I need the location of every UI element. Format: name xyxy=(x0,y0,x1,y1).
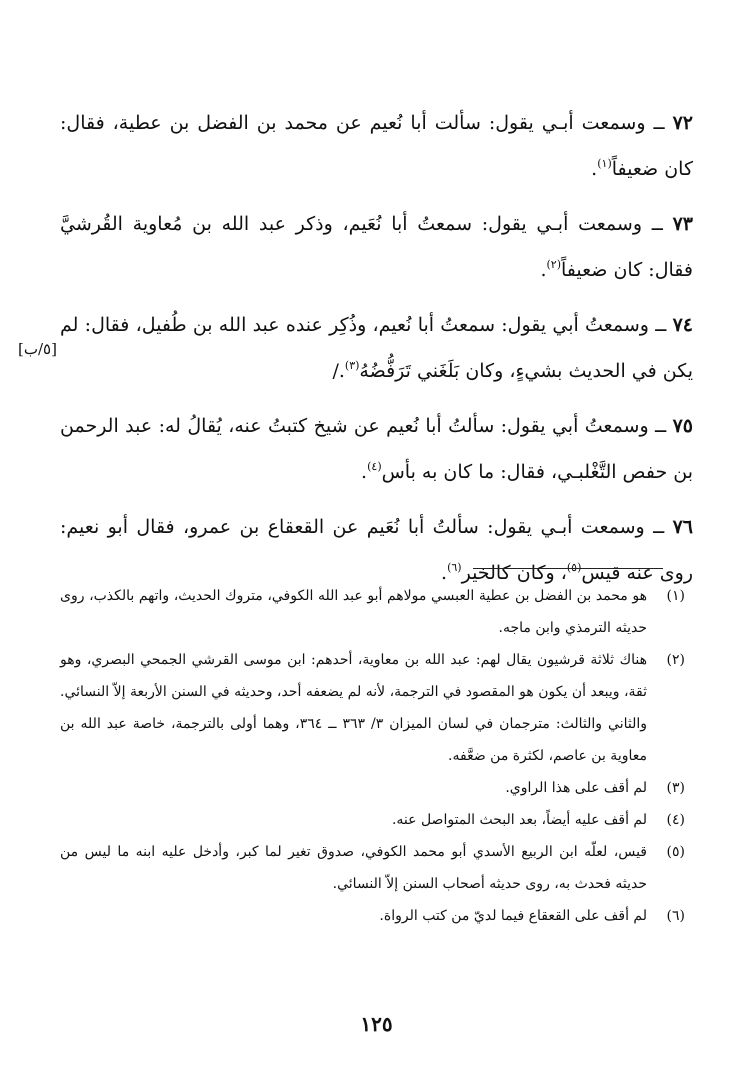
footnote-5 xyxy=(60,836,685,900)
manuscript-folio-marker: [٥/ب] xyxy=(18,340,57,358)
entry-tail: ./ xyxy=(332,360,345,382)
entry-number: ٧٣ xyxy=(672,213,693,235)
entry-body: ــ وسمعتُ أبي يقول: سألتُ أبا نُعيم عن شيخ كتبتُ عنه، يُقالُ له: عبد الرحمن بن حفص التَّغْلبـي، فقال: ما كان به بأس xyxy=(60,415,693,483)
footnote-separator xyxy=(473,568,663,569)
footnote-4 xyxy=(60,804,685,836)
entry-number: ٧٤ xyxy=(672,314,693,336)
footnote-text: هناك ثلاثة قرشيون يقال لهم: عبد الله بن معاوية، أحدهم: ابن موسى القرشي الجمحي البصري، وهو ثقة، ويبعد أن يكون هو المقصود في الترجمة، لأنه لم يضعفه أحد، وحديثه في السنن الأربعة إلاّ النسائي. والثاني والثالث: مترجمان في لسان الميزان ٣/ ٣٦٣ ــ ٣٦٤، وهما أولى بالترجمة، خاصة عبد الله بن معاوية بن عاصم، لكثرة من ضعَّفه. xyxy=(60,652,647,764)
footnote-3 xyxy=(60,772,685,804)
footnote-number: (٦) xyxy=(666,908,685,924)
footnote-number: (١) xyxy=(666,588,685,604)
entry-middle: ، وكان كالخير xyxy=(461,562,567,584)
footnote-number: (٢) xyxy=(666,652,685,668)
entry-number: ٧٥ xyxy=(672,415,693,437)
footnote-reference: (٢) xyxy=(546,258,561,271)
footnote-number: (٥) xyxy=(666,844,685,860)
main-text-block xyxy=(60,100,693,605)
footnote-number: (٣) xyxy=(666,780,685,796)
entry-74 xyxy=(60,302,693,394)
footnote-reference: (٣) xyxy=(344,359,360,372)
footnote-1 xyxy=(60,580,685,644)
footnote-text: لم أقف على القعقاع فيما لديّ من كتب الرواة. xyxy=(379,908,647,924)
entry-75 xyxy=(60,403,693,495)
footnote-6 xyxy=(60,900,685,932)
page-number: ١٢٥ xyxy=(360,1012,393,1036)
footnote-text: قيس، لعلّه ابن الربيع الأسدي أبو محمد الكوفي، صدوق تغير لما كبر، وأدخل عليه ابنه ما ليس من حديثه فحدث به، روى حديثه أصحاب السنن إلاّ النسائي. xyxy=(60,844,647,892)
entry-body: ــ وسمعت أبـي يقول: سمعتُ أبا نُعَيم، وذكر عبد الله بن مُعاوية القُرشيَّ فقال: كان ضعيفاً xyxy=(60,213,693,281)
footnote-reference: (١) xyxy=(597,157,612,170)
footnote-reference: (٥) xyxy=(566,561,582,574)
entry-body: ــ وسمعت أبـي يقول: سألتُ أبا نُعَيم عن القعقاع بن عمرو، فقال أبو نعيم: روى عنه قيس xyxy=(60,516,693,584)
footnote-number: (٤) xyxy=(666,812,685,828)
entry-tail: . xyxy=(441,562,448,584)
footnote-2 xyxy=(60,644,685,772)
entry-body: ــ وسمعت أبـي يقول: سألت أبا نُعيم عن محمد بن الفضل بن عطية، فقال: كان ضعيفاً xyxy=(60,112,693,180)
footnote-text: هو محمد بن الفضل بن عطية العبسي مولاهم أبو عبد الله الكوفي، متروك الحديث، واتهم بالكذب، روى حديثه الترمذي وابن ماجه. xyxy=(60,588,647,636)
footnote-reference: (٤) xyxy=(367,460,382,473)
entry-body: ــ وسمعتُ أبي يقول: سمعتُ أبا نُعيم، وذُكِر عنده عبد الله بن طُفيل، فقال: لم يكن في الحديث بشيءٍ، وكان بَلَغَني تَرَفُّضُهُ xyxy=(60,314,693,382)
entry-tail: . xyxy=(361,461,368,483)
entry-73 xyxy=(60,201,693,293)
entry-72 xyxy=(60,100,693,192)
entry-number: ٧٢ xyxy=(672,112,694,134)
entry-tail: . xyxy=(591,158,598,180)
footnote-reference: (٦) xyxy=(447,561,462,574)
footnote-text: لم أقف عليه أيضاً، بعد البحث المتواصل عنه. xyxy=(391,812,647,828)
footnote-text: لم أقف على هذا الراوي. xyxy=(505,780,647,796)
entry-tail: . xyxy=(540,259,547,281)
footnotes-block xyxy=(60,580,685,932)
entry-number: ٧٦ xyxy=(672,516,693,538)
